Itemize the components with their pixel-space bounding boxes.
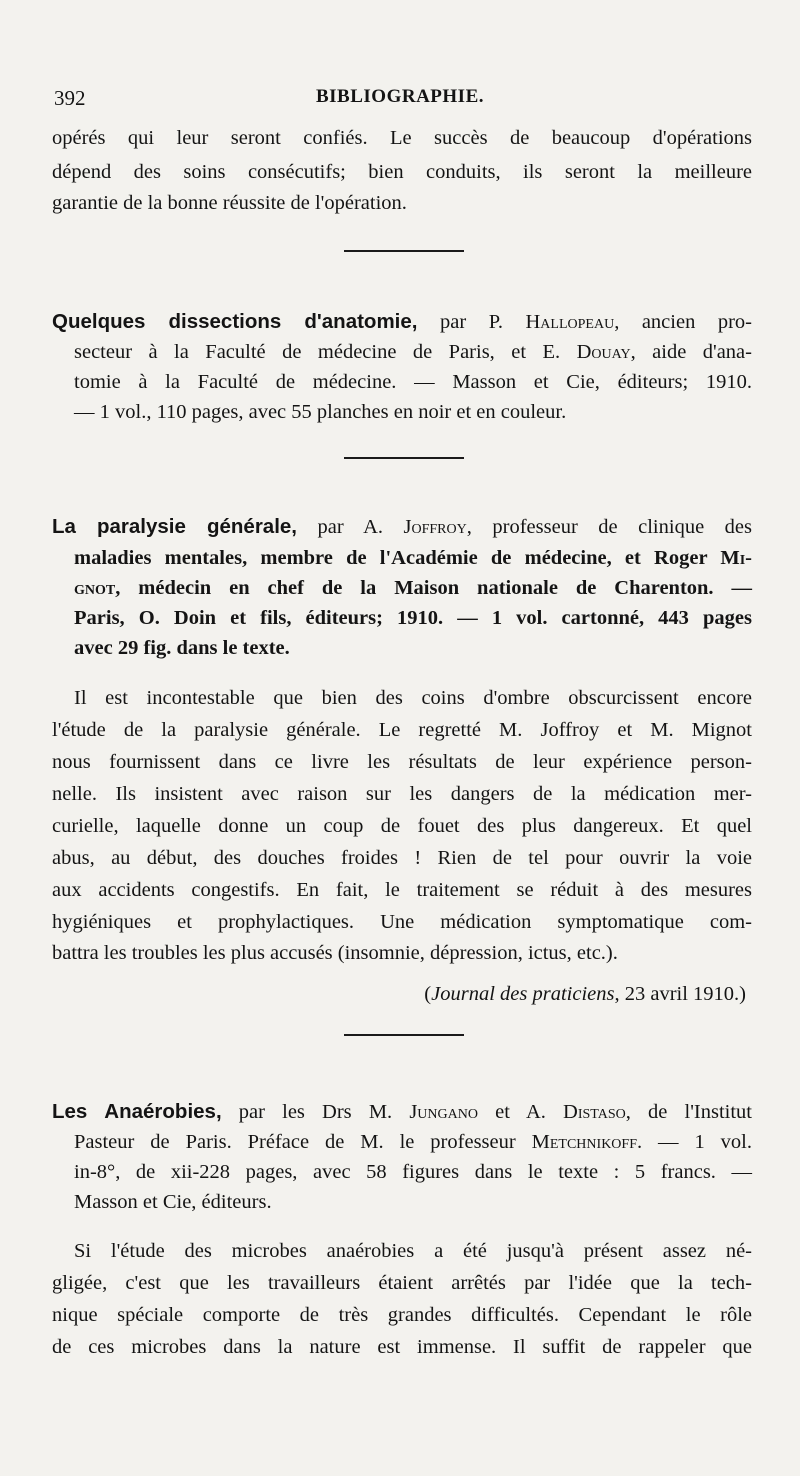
section-rule-2	[344, 457, 464, 459]
entry2-line-4: Paris, O. Doin et fils, éditeurs; 1910. — 1 vol. cartonné, 443 pages	[74, 607, 752, 629]
author-name: Hallopeau	[525, 311, 615, 333]
entry1-title: Quelques dissections d'anatomie,	[52, 310, 418, 333]
author-name: gnot	[74, 577, 116, 599]
entry3-body-line-3: nique spéciale comporte de très grandes difficultés. Cependant le rôle	[52, 1304, 752, 1326]
entry2-body-line-1: Il est incontestable que bien des coins d'ombre obscurcissent encore	[74, 687, 752, 709]
entry1-line-3: tomie à la Faculté de médecine. — Masson et Cie, éditeurs; 1910.	[74, 371, 752, 393]
entry2-body-line-8: hygiéniques et prophylactiques. Une médication symptomatique com-	[52, 911, 752, 933]
author-name: Metchnikoff	[531, 1131, 637, 1153]
author-name: Distaso	[563, 1101, 626, 1123]
entry3-body-line-1: Si l'étude des microbes anaérobies a été jusqu'à présent assez né-	[74, 1240, 752, 1262]
author-name: Mi-	[720, 547, 752, 569]
journal-title: Journal des praticiens	[431, 983, 615, 1005]
entry2-body-line-9: battra les troubles les plus accusés (insomnie, dépression, ictus, etc.).	[52, 942, 618, 964]
entry3-line-2: Pasteur de Paris. Préface de M. le professeur Metchnikoff. — 1 vol.	[74, 1131, 752, 1153]
running-title: BIBLIOGRAPHIE.	[315, 86, 484, 107]
entry3-body-line-2: gligée, c'est que les travailleurs étaient arrêtés par l'idée que la tech-	[52, 1272, 752, 1294]
entry2-line-5: avec 29 fig. dans le texte.	[74, 637, 290, 659]
entry3-line-1: Les Anaérobies, par les Drs M. Jungano et A. Distaso, de l'Institut	[52, 1100, 752, 1123]
entry1-line-1: Quelques dissections d'anatomie, par P. Hallopeau, ancien pro-	[52, 310, 753, 333]
entry2-body-line-4: nelle. Ils insistent avec raison sur les dangers de la médication mer-	[52, 783, 752, 805]
intro-line-1: opérés qui leur seront confiés. Le succès de beaucoup d'opérations	[52, 127, 752, 149]
entry2-body-line-7: aux accidents congestifs. En fait, le traitement se réduit à des mesures	[52, 879, 752, 901]
entry2-body-line-3: nous fournissent dans ce livre les résultats de leur expérience person-	[52, 751, 752, 773]
author-name: Jungano	[409, 1101, 478, 1123]
entry2-line-1: La paralysie générale, par A. Joffroy, professeur de clinique des	[52, 515, 753, 538]
section-rule-1	[344, 250, 464, 252]
author-name: Joffroy	[403, 516, 467, 538]
entry2-body-line-5: curielle, laquelle donne un coup de fouet des plus dangereux. Et quel	[52, 815, 752, 837]
entry2-line-3: gnot, médecin en chef de la Maison nationale de Charenton. —	[74, 577, 752, 599]
entry3-title: Les Anaérobies,	[52, 1100, 222, 1123]
entry3-line-3: in-8°, de xii-228 pages, avec 58 figures dans le texte : 5 francs. —	[74, 1161, 752, 1183]
entry3-line-4: Masson et Cie, éditeurs.	[74, 1191, 272, 1213]
entry2-title: La paralysie générale,	[52, 515, 297, 538]
entry2-body-line-6: abus, au début, des douches froides ! Rien de tel pour ouvrir la voie	[52, 847, 752, 869]
entry2-body-line-2: l'étude de la paralysie générale. Le regretté M. Joffroy et M. Mignot	[52, 719, 752, 741]
page-number: 392	[54, 86, 86, 110]
intro-line-2: dépend des soins consécutifs; bien conduits, ils seront la meilleure	[52, 161, 752, 183]
entry1-line-2: secteur à la Faculté de médecine de Paris, et E. Douay, aide d'ana-	[74, 341, 752, 363]
entry1-line-4: — 1 vol., 110 pages, avec 55 planches en noir et en couleur.	[74, 401, 567, 423]
section-rule-3	[344, 1034, 464, 1036]
entry3-body-line-4: de ces microbes dans la nature est immense. Il suffit de rappeler que	[52, 1336, 752, 1358]
entry2-source: (Journal des praticiens, 23 avril 1910.)	[424, 983, 746, 1005]
entry2-line-2: maladies mentales, membre de l'Académie de médecine, et Roger Mi-	[74, 547, 752, 569]
intro-line-3: garantie de la bonne réussite de l'opération.	[52, 192, 407, 214]
running-header	[0, 86, 800, 112]
author-name: Douay	[576, 341, 631, 363]
